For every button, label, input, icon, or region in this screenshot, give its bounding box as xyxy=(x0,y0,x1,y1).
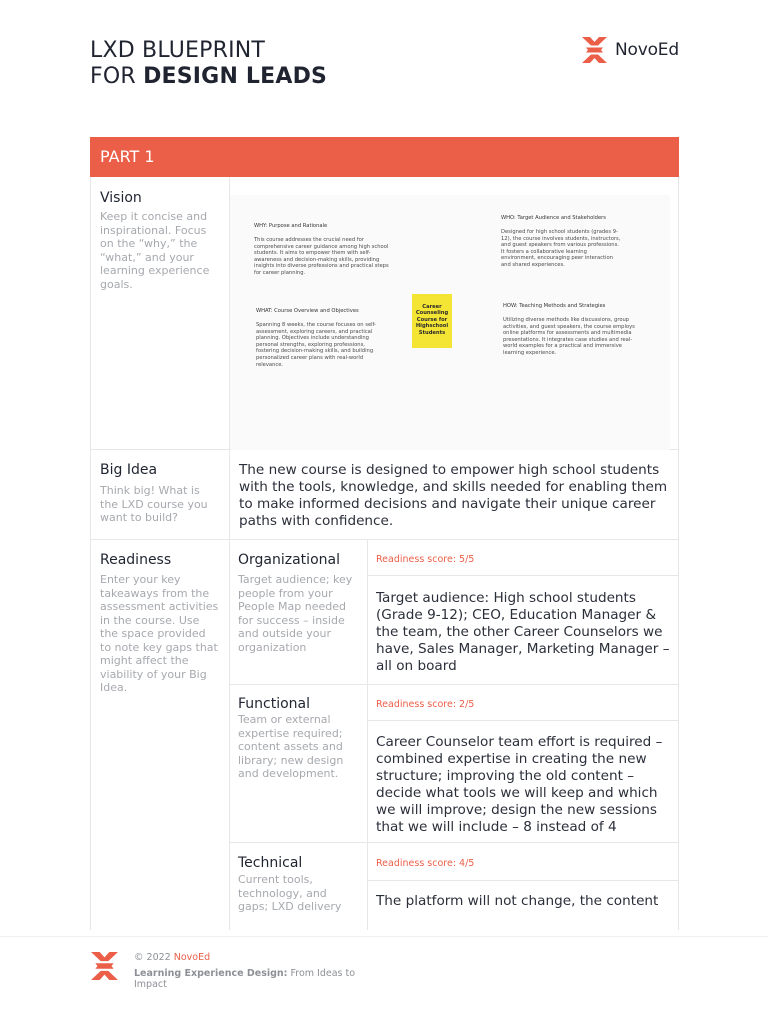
novoed-mark-icon xyxy=(582,37,607,63)
title-line-2 xyxy=(90,64,327,90)
big-idea-label: Big Idea xyxy=(100,462,158,478)
why-body: This course addresses the crucial need for comprehensive career guidance among high school students. It aims to empower them with self-awareness and decision-making skills, providing insights into diverse professions and practical steps for career planning. xyxy=(254,237,389,276)
sticky-note: Career Counseling Course for Highschool Students xyxy=(412,294,452,348)
why-heading: WHY: Purpose and Rationale xyxy=(254,223,328,229)
functional-score-cell xyxy=(367,685,678,721)
who-heading: WHO: Target Audience and Stakeholders xyxy=(501,215,607,221)
blueprint-table xyxy=(90,177,679,930)
readiness-label: Readiness xyxy=(100,552,172,568)
functional-text: Career Counselor team effort is required – combined expertise in creating the new structure; improving the old content – decide what tools we will keep and which we will improve; design the new sessions that we will include – 8 instead of 4 xyxy=(376,734,663,835)
part-header: PART 1 xyxy=(90,137,679,177)
organizational-hint: Target audience; key people from your People Map needed for success – inside and outside your organization xyxy=(238,573,353,654)
column-divider xyxy=(229,177,230,930)
title-prefix: FOR xyxy=(90,64,144,89)
novoed-logo xyxy=(582,37,679,63)
functional-score: Readiness score: 2/5 xyxy=(376,699,475,710)
how-heading: HOW: Teaching Methods and Strategies xyxy=(503,303,606,309)
technical-hint: Current tools, technology, and gaps; LXD delivery xyxy=(238,873,342,913)
vision-board xyxy=(230,195,670,450)
big-idea-row xyxy=(91,450,678,540)
footer-copyright xyxy=(134,952,210,963)
footer-brand: NovoEd xyxy=(173,952,211,963)
vision-label: Vision xyxy=(100,190,142,206)
big-idea-text: The new course is designed to empower high school students with the tools, knowledge, and skills needed for enabling them to make informed decisions and navigate their unique career paths with confidence. xyxy=(239,462,668,529)
technical-score: Readiness score: 4/5 xyxy=(376,858,475,869)
how-body: Utilizing diverse methods like discussions, group activities, and guest speakers, the course employs online platforms for assessments and multimedia presentations. It integrates case studies and real-world examples for a practical and immersive learning experience. xyxy=(503,317,635,356)
footer-divider xyxy=(0,936,768,937)
readiness-hint: Enter your key takeaways from the assessment activities in the course. Use the space provided to note key gaps that might affect the viability of your Big Idea. xyxy=(100,573,219,694)
technical-text: The platform will not change, the content xyxy=(376,893,659,909)
technical-label: Technical xyxy=(238,855,303,871)
footer-logo xyxy=(91,952,118,984)
who-body: Designed for high school students (grades 9-12), the course involves students, instructors, and guest speakers from various professions. It fosters a collaborative learning environment, encouraging peer interaction and shared experiences. xyxy=(501,229,621,268)
novoed-mark-icon xyxy=(91,952,118,980)
copyright-text: © 2022 xyxy=(134,952,174,963)
readiness-organizational xyxy=(229,540,678,685)
tagline-bold: Learning Experience Design: xyxy=(134,968,288,979)
page-title xyxy=(90,38,327,90)
title-strong: DESIGN LEADS xyxy=(143,64,328,89)
big-idea-hint: Think big! What is the LXD course you want to build? xyxy=(100,484,208,524)
functional-label: Functional xyxy=(238,696,311,712)
what-body: Spanning 8 weeks, the course focuses on self-assessment, exploring careers, and practical planning. Objectives include understanding personal strengths, exploring professions, fostering decision-making skills, and building personalized career plans with real-world relevance. xyxy=(256,322,376,368)
organizational-score: Readiness score: 5/5 xyxy=(376,554,475,565)
readiness-functional xyxy=(229,685,678,843)
technical-score-cell xyxy=(367,843,678,881)
vision-hint: Keep it concise and inspirational. Focus on the “why,” the “what,” and your learning experience goals. xyxy=(100,210,210,291)
logo-text: NovoEd xyxy=(615,40,679,60)
footer-tagline xyxy=(134,968,364,990)
what-heading: WHAT: Course Overview and Objectives xyxy=(256,308,359,314)
vision-row xyxy=(91,177,678,450)
title-line-1: LXD BLUEPRINT xyxy=(90,38,266,63)
score-column-divider xyxy=(367,540,368,930)
functional-hint: Team or external expertise required; content assets and library; new design and development. xyxy=(238,713,344,780)
organizational-label: Organizational xyxy=(238,552,340,568)
organizational-text: Target audience: High school students (Grade 9-12); CEO, Education Manager & the team, the other Career Counselors we have, Sales Manager, Marketing Manager – all on board xyxy=(376,590,670,674)
organizational-score-cell xyxy=(367,540,678,576)
readiness-technical xyxy=(229,843,678,930)
tagline-rest: From Ideas to Impact xyxy=(134,968,356,990)
